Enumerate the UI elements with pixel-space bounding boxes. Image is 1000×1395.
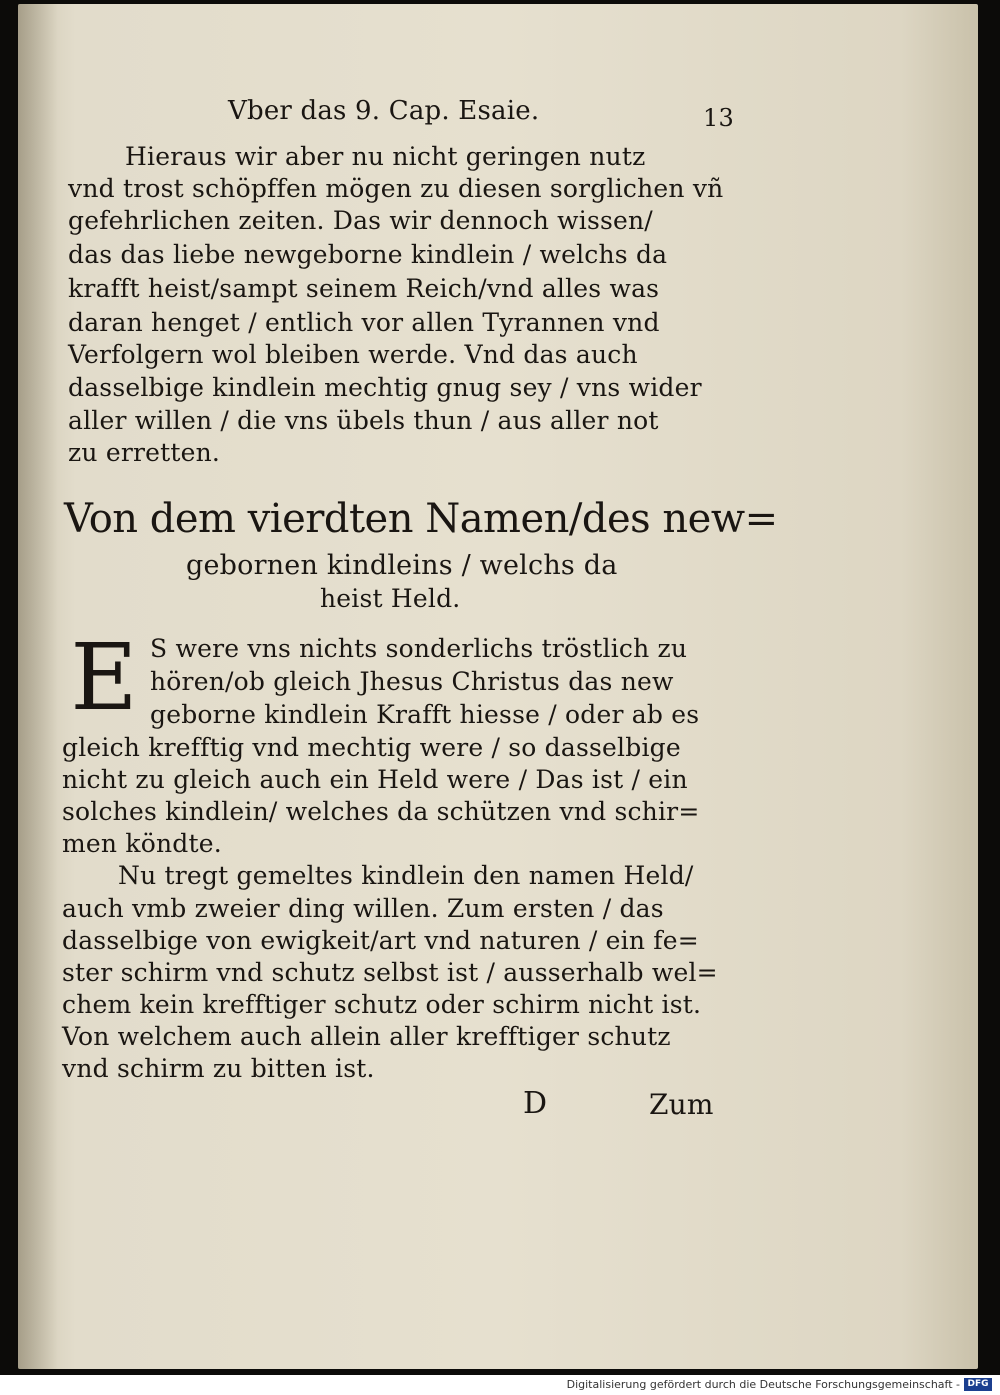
text-line: Hieraus wir aber nu nicht geringen nutz xyxy=(125,142,646,171)
text-line: gefehrlichen zeiten. Das wir dennoch wissen/ xyxy=(68,206,653,235)
text-line: auch vmb zweier ding willen. Zum ersten / das xyxy=(62,894,664,923)
heading-line: heist Held. xyxy=(320,584,461,613)
text-line: hören/ob gleich Jhesus Christus das new xyxy=(150,667,674,696)
catchword: Zum xyxy=(649,1088,714,1121)
text-line: gleich krefftig vnd mechtig were / so dasselbige xyxy=(62,733,681,762)
heading-line: Von dem vierdten Namen/des new= xyxy=(64,496,778,542)
signature-mark: D xyxy=(523,1086,548,1121)
heading-line: gebornen kindleins / welchs da xyxy=(186,550,618,581)
page-gutter-shadow xyxy=(18,4,58,1369)
text-line: das das liebe newgeborne kindlein / welchs da xyxy=(68,240,668,269)
text-line: vnd trost schöpffen mögen zu diesen sorglichen vñ xyxy=(68,174,724,203)
text-line: aller willen / die vns übels thun / aus aller not xyxy=(68,406,659,435)
text-line: dasselbige kindlein mechtig gnug sey / vns wider xyxy=(68,373,702,402)
funding-notice: Digitalisierung gefördert durch die Deutsche Forschungsgemeinschaft - xyxy=(566,1378,960,1391)
running-header: Vber das 9. Cap. Esaie. xyxy=(228,96,540,126)
text-line: Verfolgern wol bleiben werde. Vnd das auch xyxy=(68,340,638,369)
page-number: 13 xyxy=(703,104,734,132)
text-line: chem kein krefftiger schutz oder schirm nicht ist. xyxy=(62,990,702,1019)
text-line: nicht zu gleich auch ein Held were / Das ist / ein xyxy=(62,765,688,794)
text-line: daran henget / entlich vor allen Tyrannen vnd xyxy=(68,308,660,337)
text-line: men köndte. xyxy=(62,829,222,858)
dfg-logo: DFG xyxy=(964,1378,992,1391)
text-line: zu erretten. xyxy=(68,438,221,467)
text-line: krafft heist/sampt seinem Reich/vnd alles was xyxy=(68,274,660,303)
text-line: Von welchem auch allein aller krefftiger schutz xyxy=(62,1022,671,1051)
text-line: vnd schirm zu bitten ist. xyxy=(62,1054,375,1083)
decorated-initial: E xyxy=(70,624,138,731)
text-line: solches kindlein/ welches da schützen vnd schir= xyxy=(62,797,700,826)
text-line: S were vns nichts sonderlichs tröstlich zu xyxy=(150,634,688,663)
text-line: Nu tregt gemeltes kindlein den namen Held/ xyxy=(118,861,694,890)
text-line: dasselbige von ewigkeit/art vnd naturen / ein fe= xyxy=(62,926,699,955)
text-line: geborne kindlein Krafft hiesse / oder ab es xyxy=(150,700,700,729)
text-line: ster schirm vnd schutz selbst ist / ausserhalb wel= xyxy=(62,958,718,987)
